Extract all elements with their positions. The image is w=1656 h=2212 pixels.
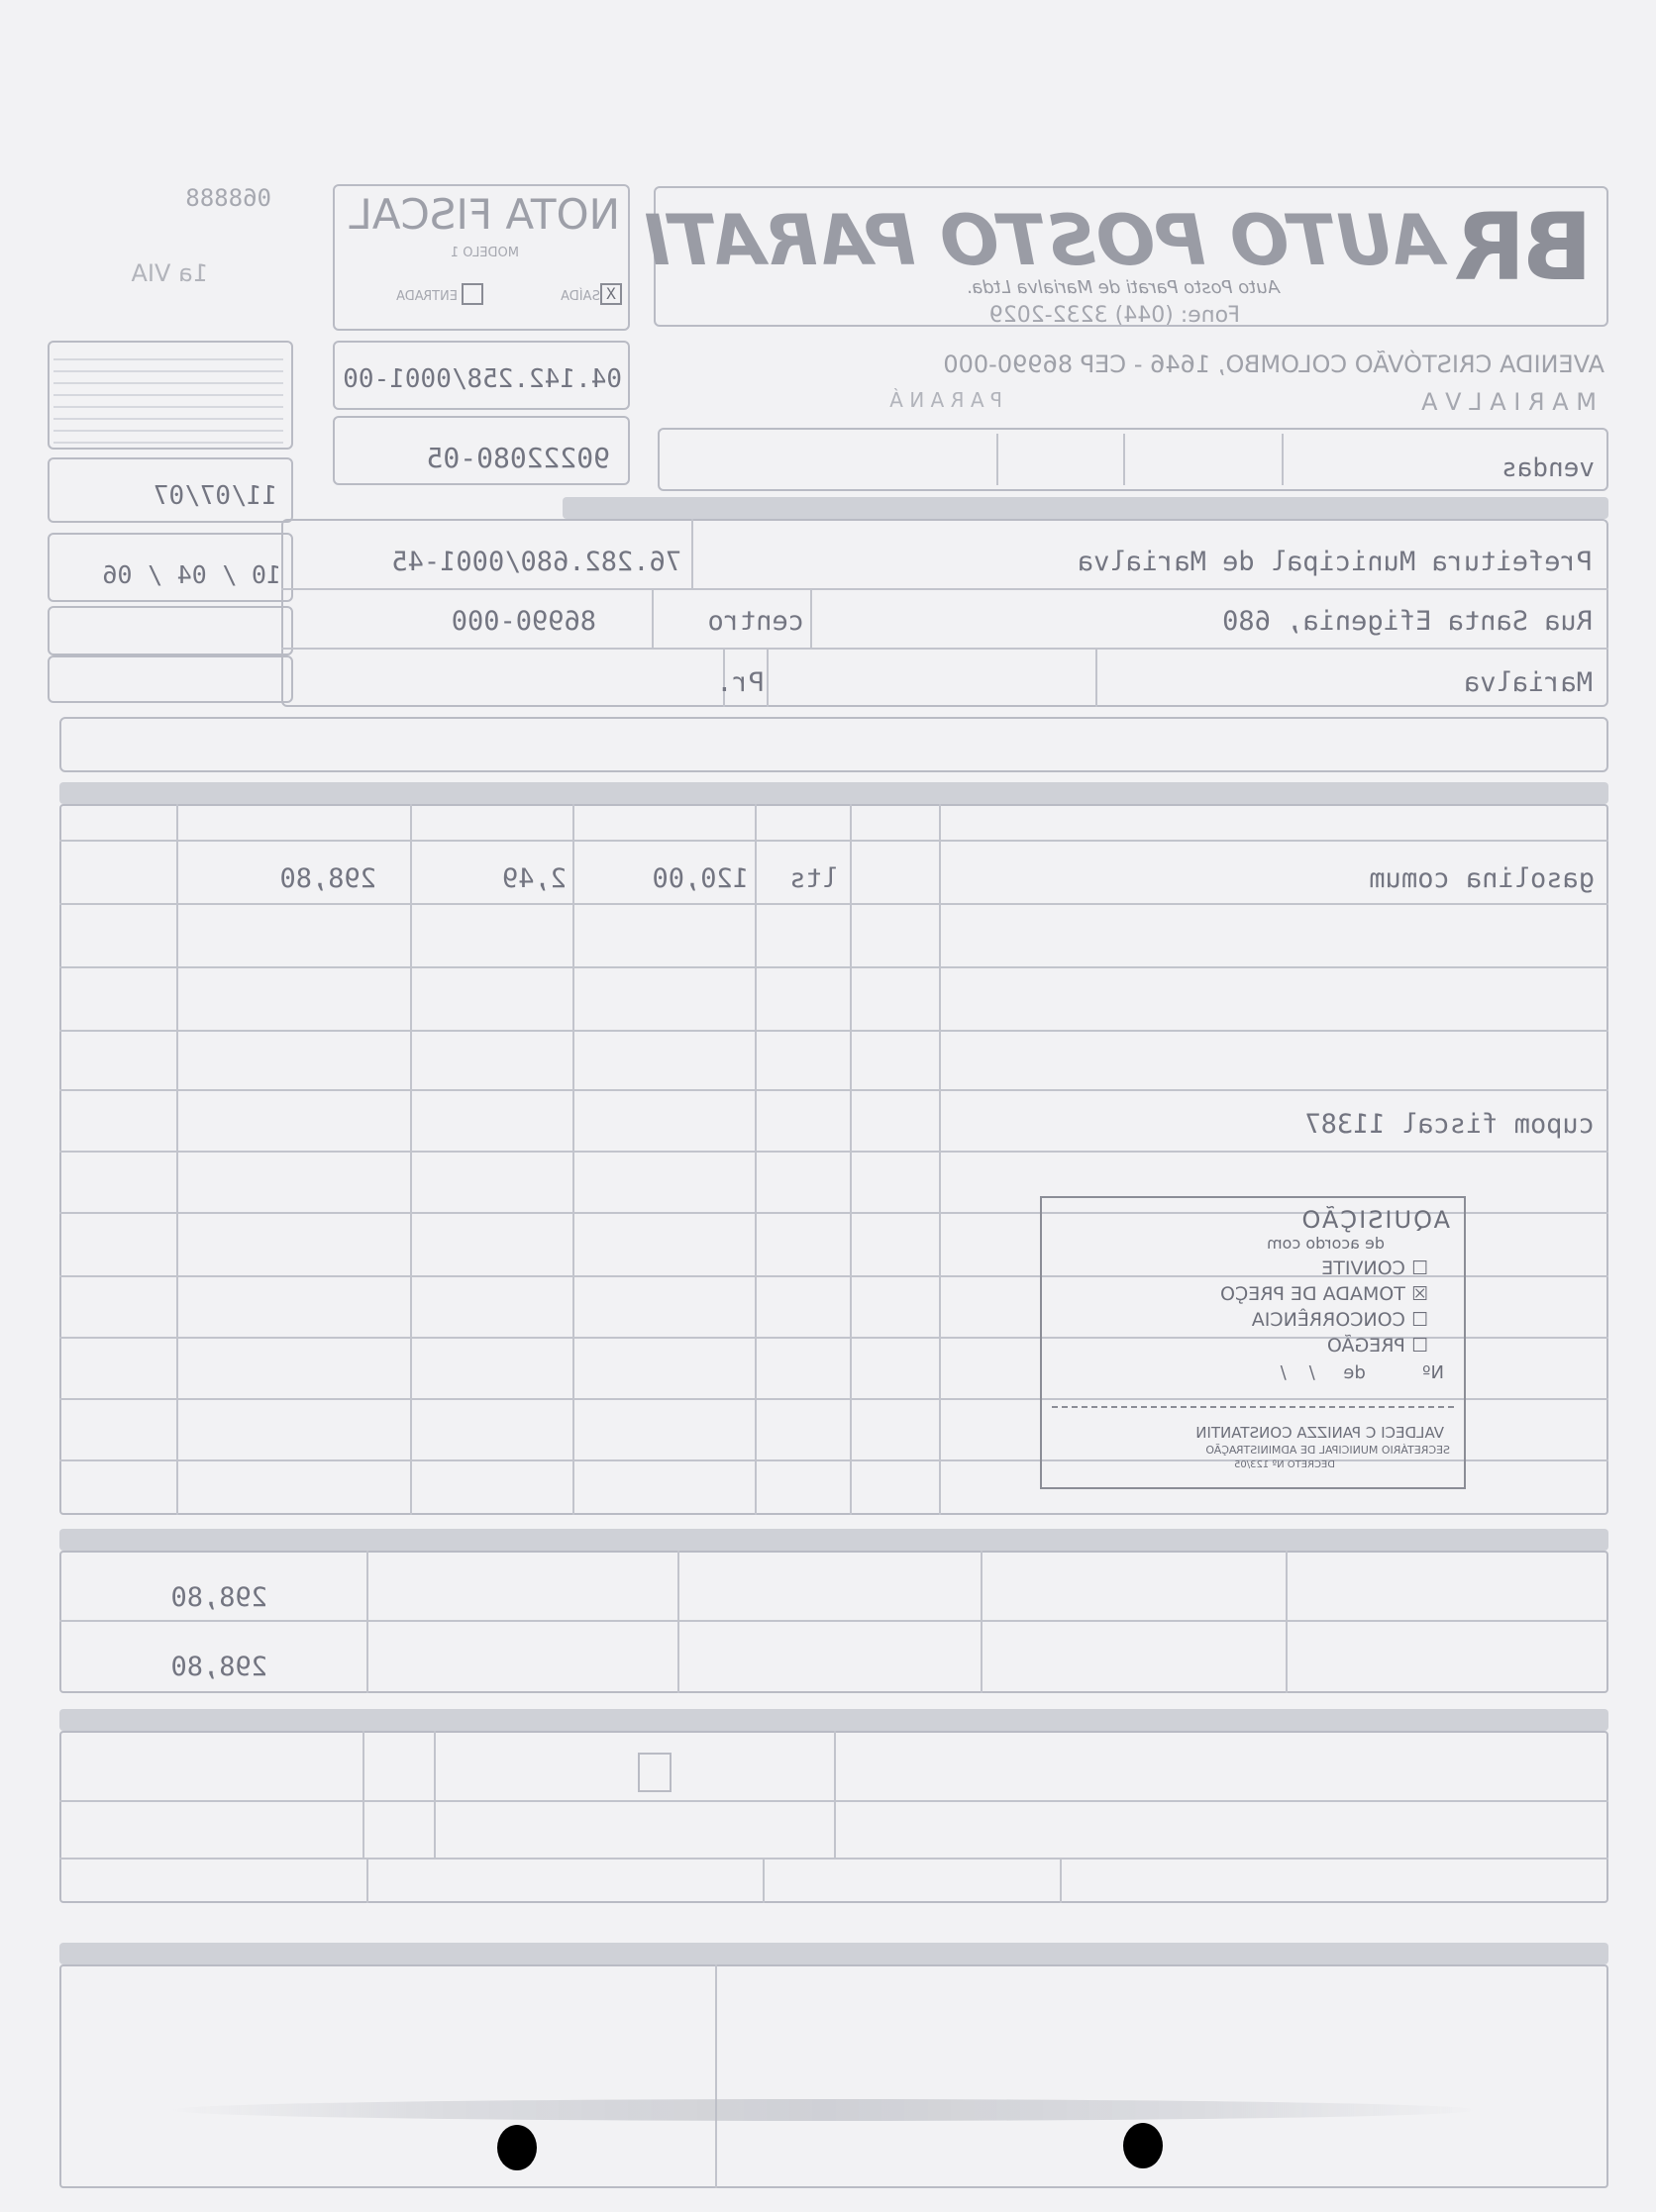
stamp-signer-role: SECRETÁRIO MUNICIPAL DE ADMINISTRAÇÃO <box>1205 1444 1450 1457</box>
aidf-box <box>48 457 293 523</box>
company-state: P A R A N Á <box>889 388 1002 412</box>
issuer-cnpj: 04.142.258/0001-00 <box>343 364 622 394</box>
cnpj-box <box>333 341 630 410</box>
recipient-cnpj: 76.282.680/0001-45 <box>391 547 681 577</box>
item-unit-price: 2,49 <box>501 863 567 894</box>
stamp-subtitle: de acordo com <box>1267 1234 1385 1253</box>
products-total: 298,80 <box>170 1582 267 1613</box>
exit-checkbox: X <box>600 283 622 305</box>
item-description: gasolina comum <box>1369 863 1595 894</box>
stamp-option-2 <box>1220 1283 1428 1305</box>
company-address: AVENIDA CRISTÓVÃO COLOMBO, 1646 - CEP 86990-000 <box>943 351 1604 378</box>
stamp-option-label: PREGÃO <box>1326 1335 1405 1357</box>
company-phone: Fone: (044) 3232-2029 <box>988 303 1240 328</box>
entry-label: ENTRADA <box>396 289 458 304</box>
fiscal-info-box <box>48 341 293 450</box>
scan-smudge <box>170 2099 1478 2121</box>
recipient-cep: 86990-000 <box>451 606 596 637</box>
emission-date-box <box>48 533 293 602</box>
additional-data-block <box>59 1964 1608 2188</box>
aidf-code: 11/07/07 <box>153 481 277 511</box>
recipient-name: Prefeitura Municipal de Marialva <box>1077 547 1593 577</box>
state-registration: 90222080-05 <box>426 442 610 474</box>
stamp-option-label: CONVITE <box>1321 1257 1405 1279</box>
recipient-city: Marialva <box>1463 667 1593 698</box>
stamp-option-1 <box>1321 1257 1428 1279</box>
operation-nature: vendas <box>1501 453 1595 483</box>
items-header-band <box>59 782 1608 804</box>
operation-row <box>658 428 1608 491</box>
company-logo-box <box>644 186 1608 328</box>
checkbox-icon: ☐ <box>1410 1309 1428 1331</box>
stamp-number-line: Nº de / / <box>1280 1362 1444 1383</box>
item-quantity: 120,00 <box>652 863 749 894</box>
company-city: M A R I A L V A <box>1421 388 1597 416</box>
recipient-district: centro <box>707 606 804 637</box>
state-reg-box <box>333 416 630 485</box>
nota-fiscal-title: NOTA FISCAL <box>349 190 620 239</box>
stamp-signer: VALDECI C PANIZZA CONSTANTIN <box>1195 1424 1444 1442</box>
checkbox-icon: ☐ <box>1410 1335 1428 1357</box>
transporter-header-band <box>59 1709 1608 1731</box>
company-name: AUTO POSTO PARATI <box>644 200 1443 281</box>
stamp-option-label: TOMADA DE PREÇO <box>1220 1283 1405 1305</box>
fiscal-coupon-note: cupom fiscal 11387 <box>1304 1109 1595 1140</box>
fiscal-info-fineprint <box>53 349 283 444</box>
model-label: MODELO 1 <box>450 246 519 260</box>
stamp-option-label: CONCORRÊNCIA <box>1251 1309 1405 1331</box>
exit-label: SAÍDA <box>561 289 600 304</box>
punch-hole-left <box>497 2125 537 2170</box>
stamp-option-3 <box>1252 1309 1428 1331</box>
serial-number: 068888 <box>185 184 271 212</box>
stamp-decree: DECRETO Nº 123/05 <box>1234 1459 1335 1470</box>
tax-header-band <box>59 1529 1608 1551</box>
exit-time-box <box>48 655 293 703</box>
checked-box-icon: ☒ <box>1410 1283 1428 1305</box>
checkbox-icon: ☐ <box>1410 1257 1428 1279</box>
entry-checkbox <box>462 283 483 305</box>
recipient-uf: Pr. <box>716 667 765 698</box>
invoice-strip <box>59 717 1608 772</box>
exit-date-box <box>48 606 293 655</box>
additional-data-header-band <box>59 1943 1608 1964</box>
company-legal-name: Auto Posto Parati de Marialva Ltda. <box>966 277 1280 298</box>
copy-label: 1a VIA <box>131 259 208 287</box>
tax-calculation-block <box>59 1551 1608 1693</box>
invoice-total: 298,80 <box>170 1652 267 1682</box>
emission-date: 10 / 04 / 06 <box>102 560 281 589</box>
freight-checkbox <box>638 1753 672 1792</box>
recipient-header-band <box>563 497 1608 519</box>
stamp-option-4 <box>1327 1335 1428 1357</box>
recipient-address: Rua Santa Efigenia, 680 <box>1222 606 1593 637</box>
stamp-title: AQUISIÇÃO <box>1299 1206 1450 1234</box>
punch-hole-right <box>1123 2123 1163 2168</box>
item-unit: lts <box>789 863 838 894</box>
nota-fiscal-box <box>333 184 630 331</box>
item-total: 298,80 <box>279 863 376 894</box>
br-brand-logo: BR <box>1457 194 1593 302</box>
acquisition-stamp <box>1040 1196 1466 1489</box>
